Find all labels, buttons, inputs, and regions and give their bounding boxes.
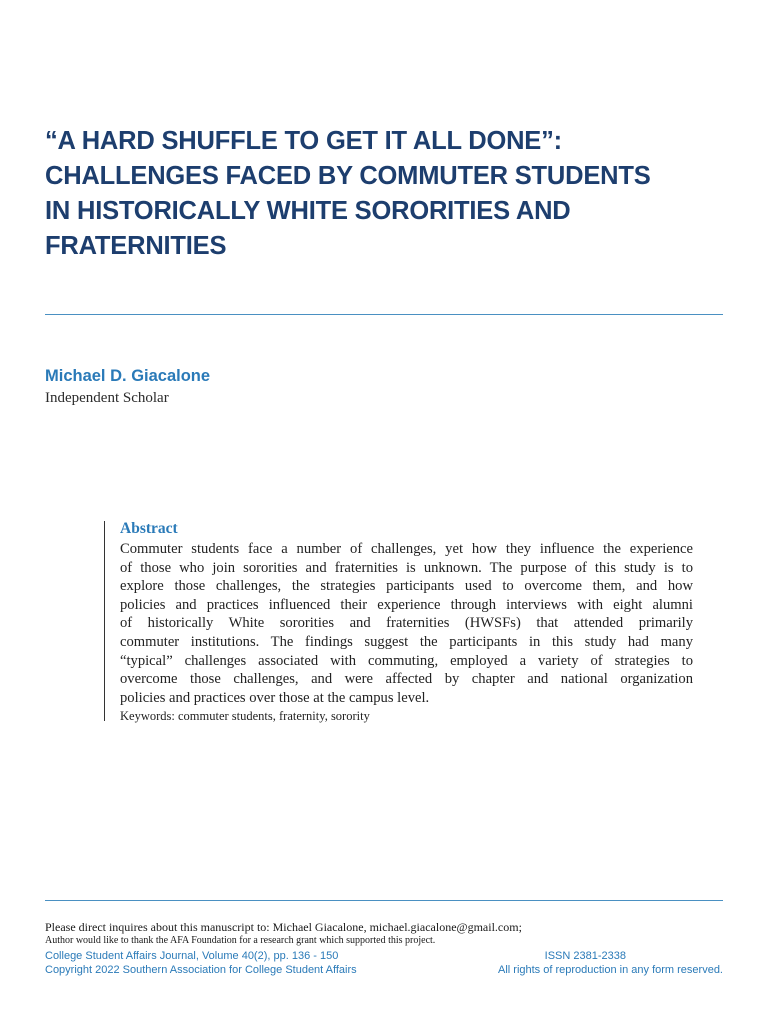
abstract-line: of those who join sororities and fraternities is unknown. The purpose of this study is to (120, 559, 693, 576)
article-title (45, 124, 735, 264)
abstract-line: explore those challenges, the strategies participants used to overcome them, and how (120, 578, 693, 595)
author-affiliation: Independent Scholar (45, 390, 169, 406)
rights-notice: All rights of reproduction in any form reserved. (498, 964, 723, 976)
abstract-line: overcome those challenges, and were affected by chapter and national organization (120, 671, 693, 688)
title-divider (45, 314, 723, 315)
author-name: Michael D. Giacalone (45, 367, 211, 385)
copyright: Copyright 2022 Southern Association for College Student Affairs (45, 964, 357, 976)
abstract-left-bar (104, 521, 105, 721)
footer-divider (45, 900, 723, 901)
keywords: Keywords: commuter students, fraternity, sorority (120, 709, 370, 723)
title-line: IN HISTORICALLY WHITE SORORITIES AND (45, 197, 571, 225)
journal-citation: College Student Affairs Journal, Volume 40(2), pp. 136 - 150 (45, 950, 339, 962)
abstract-heading: Abstract (120, 520, 178, 537)
abstract-body (120, 540, 693, 707)
abstract-line: Commuter students face a number of challenges, yet how they influence the experience (120, 541, 693, 557)
contact-note: Please direct inquires about this manuscript to: Michael Giacalone, michael.giacalone@gmail.com; (45, 920, 522, 934)
issn: ISSN 2381-2338 (544, 950, 626, 962)
acknowledgment: Author would like to thank the AFA Foundation for a research grant which supported this project. (45, 935, 436, 946)
abstract-line: of historically White sororities and fraternities (HWSFs) that attended primarily (120, 615, 693, 632)
abstract-line: “typical” challenges associated with commuting, employed a variety of strategies to (120, 652, 693, 669)
title-line: FRATERNITIES (45, 232, 227, 260)
abstract-line: commuter institutions. The findings suggest the participants in this study had many (120, 633, 693, 650)
abstract-line: policies and practices influenced their experience through interviews with eight alumni (120, 596, 693, 613)
title-line: “A HARD SHUFFLE TO GET IT ALL DONE”: (45, 127, 562, 155)
abstract-line: policies and practices over those at the campus level. (120, 689, 430, 706)
title-line: CHALLENGES FACED BY COMMUTER STUDENTS (45, 162, 651, 190)
